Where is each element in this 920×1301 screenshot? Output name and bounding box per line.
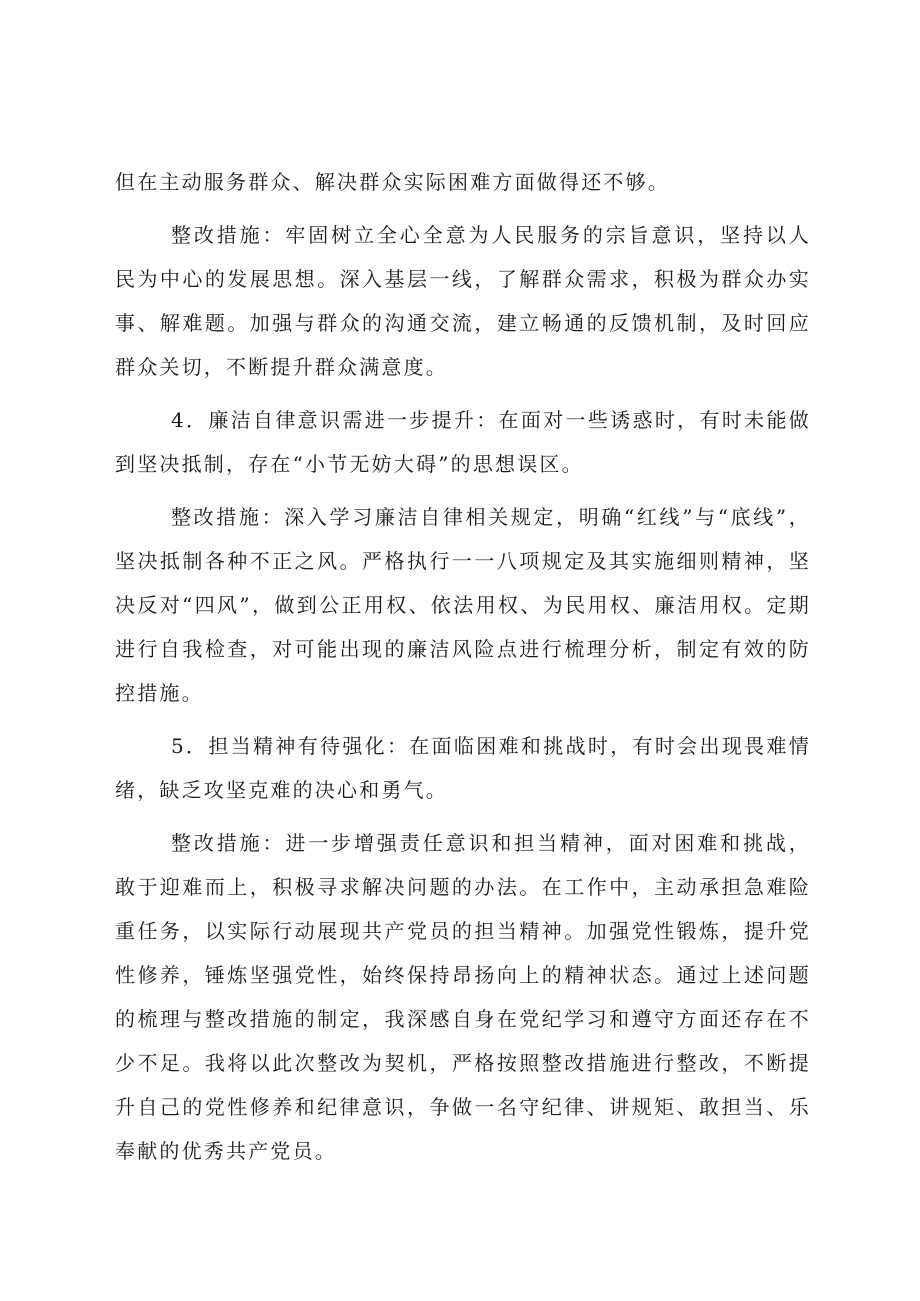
- paragraph-continuation: 但在主动服务群众、解决群众实际困难方面做得还不够。: [115, 170, 670, 194]
- paragraph-rectification-measures-4: 整改措施：深入学习廉洁自律相关规定，明确“红线”与“底线”，坚决抵制各种不正之风。严格执行一一八项规定及其实施细则精神，坚决反对“四风”，做到公正用权、依法用权、为民用权、廉洁用权。定期进行自我检查，对可能出现的廉洁风险点进行梳理分析，制定有效的防控措施。: [115, 505, 811, 705]
- paragraph-issue-4-integrity: 4．廉洁自律意识需进一步提升：在面对一些诱惑时，有时未能做到坚决抵制，存在“小节无妨大碍”的思想误区。: [115, 408, 811, 476]
- paragraph-rectification-measures-5: 整改措施：进一步增强责任意识和担当精神，面对困难和挑战，敢于迎难而上，积极寻求解决问题的办法。在工作中，主动承担急难险重任务，以实际行动展现共产党员的担当精神。加强党性锻炼，提升党性修养，锤炼坚强党性，始终保持昂扬向上的精神状态。通过上述问题的梳理与整改措施的制定，我深感自身在党纪学习和遵守方面还存在不少不足。我将以此次整改为契机，严格按照整改措施进行整改，不断提升自己的党性修养和纪律意识，争做一名守纪律、讲规矩、敢担当、乐奉献的优秀共产党员。: [115, 831, 811, 1163]
- paragraph-rectification-measures-3: 整改措施：牢固树立全心全意为人民服务的宗旨意识，坚持以人民为中心的发展思想。深入基层一线，了解群众需求，积极为群众办实事、解难题。加强与群众的沟通交流，建立畅通的反馈机制，及时回应群众关切，不断提升群众满意度。: [115, 223, 811, 379]
- document-body: [115, 160, 811, 1182]
- paragraph-issue-5-responsibility: 5．担当精神有待强化：在面临困难和挑战时，有时会出现畏难情绪，缺乏攻坚克难的决心和勇气。: [115, 734, 811, 802]
